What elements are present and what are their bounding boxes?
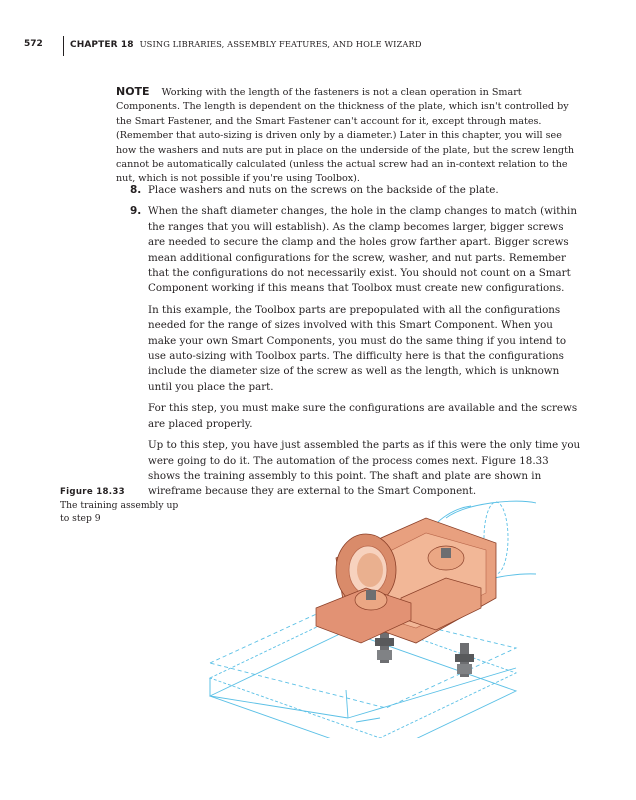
chapter-label: CHAPTER 18	[70, 40, 134, 50]
page-number: 572	[24, 39, 43, 49]
figure-label: Figure 18.33	[60, 487, 125, 497]
body-paragraph: In this example, the Toolbox parts are prepopulated with all the configurations needed for the range of sizes involved with this Smart Component. When you make your own Smart Components, you must do the same thing if you intend to use auto-sizing with Toolbox parts. The difficulty here is that the configurations include the diameter size of the screw as well as the length, which is unknown until you place the part.	[148, 303, 567, 393]
step-number: 9.	[130, 205, 142, 218]
note-block	[116, 85, 576, 187]
figure-caption	[60, 486, 190, 525]
step-item	[130, 183, 582, 198]
step-text: Place washers and nuts on the screws on the backside of the plate.	[148, 184, 499, 196]
body-paragraph: For this step, you must make sure the configurations are available and the screws are placed properly.	[148, 402, 578, 430]
bolt-right	[455, 643, 474, 677]
chapter-heading	[70, 39, 422, 50]
running-header	[0, 36, 636, 56]
header-divider	[63, 36, 64, 56]
step-number: 8.	[130, 184, 142, 196]
note-text: Working with the length of the fasteners is not a clean operation in Smart Components. The length is dependent on the thickness of the plate, which isn't controlled by the Smart Fastener, and the Smart Fastener can't account for it, except through mates. (Remember that auto-sizing is driven only by a diameter.) Later in this chapter, you will see how the washers and nuts are put in place on the underside of the plate, but the screw length cannot be automatically calculated (unless the actual screw had an in-context relation to the nut, which is not possible if you're using Toolbox).	[116, 87, 575, 185]
body-paragraph: Up to this step, you have just assembled the parts as if this were the only time you were going to do it. The automation of the process comes next. Figure 18.33 shows the training assembly to this point. The shaft and plate are shown in wireframe because they are external to the Smart Component.	[148, 439, 581, 498]
step-list	[130, 183, 582, 506]
note-label: NOTE	[116, 85, 150, 98]
step-item	[130, 204, 582, 296]
figure-caption-text: The training assembly up to step 9	[60, 500, 179, 524]
clamp	[316, 518, 496, 643]
chapter-title: USING LIBRARIES, ASSEMBLY FEATURES, AND HOLE WIZARD	[139, 39, 422, 49]
step-text: When the shaft diameter changes, the hole in the clamp changes to match (within the ranges that you will establish). As the clamp becomes larger, bigger screws are needed to secure the clamp and the holes grow farther apart. Bigger screws mean additional configurations for the screw, washer, and nut parts. Remember that the configurations do not necessarily exist. You should not count on a Smart Component working if this means that Toolbox must create new configurations.	[148, 205, 577, 295]
assembly-figure	[196, 478, 536, 738]
